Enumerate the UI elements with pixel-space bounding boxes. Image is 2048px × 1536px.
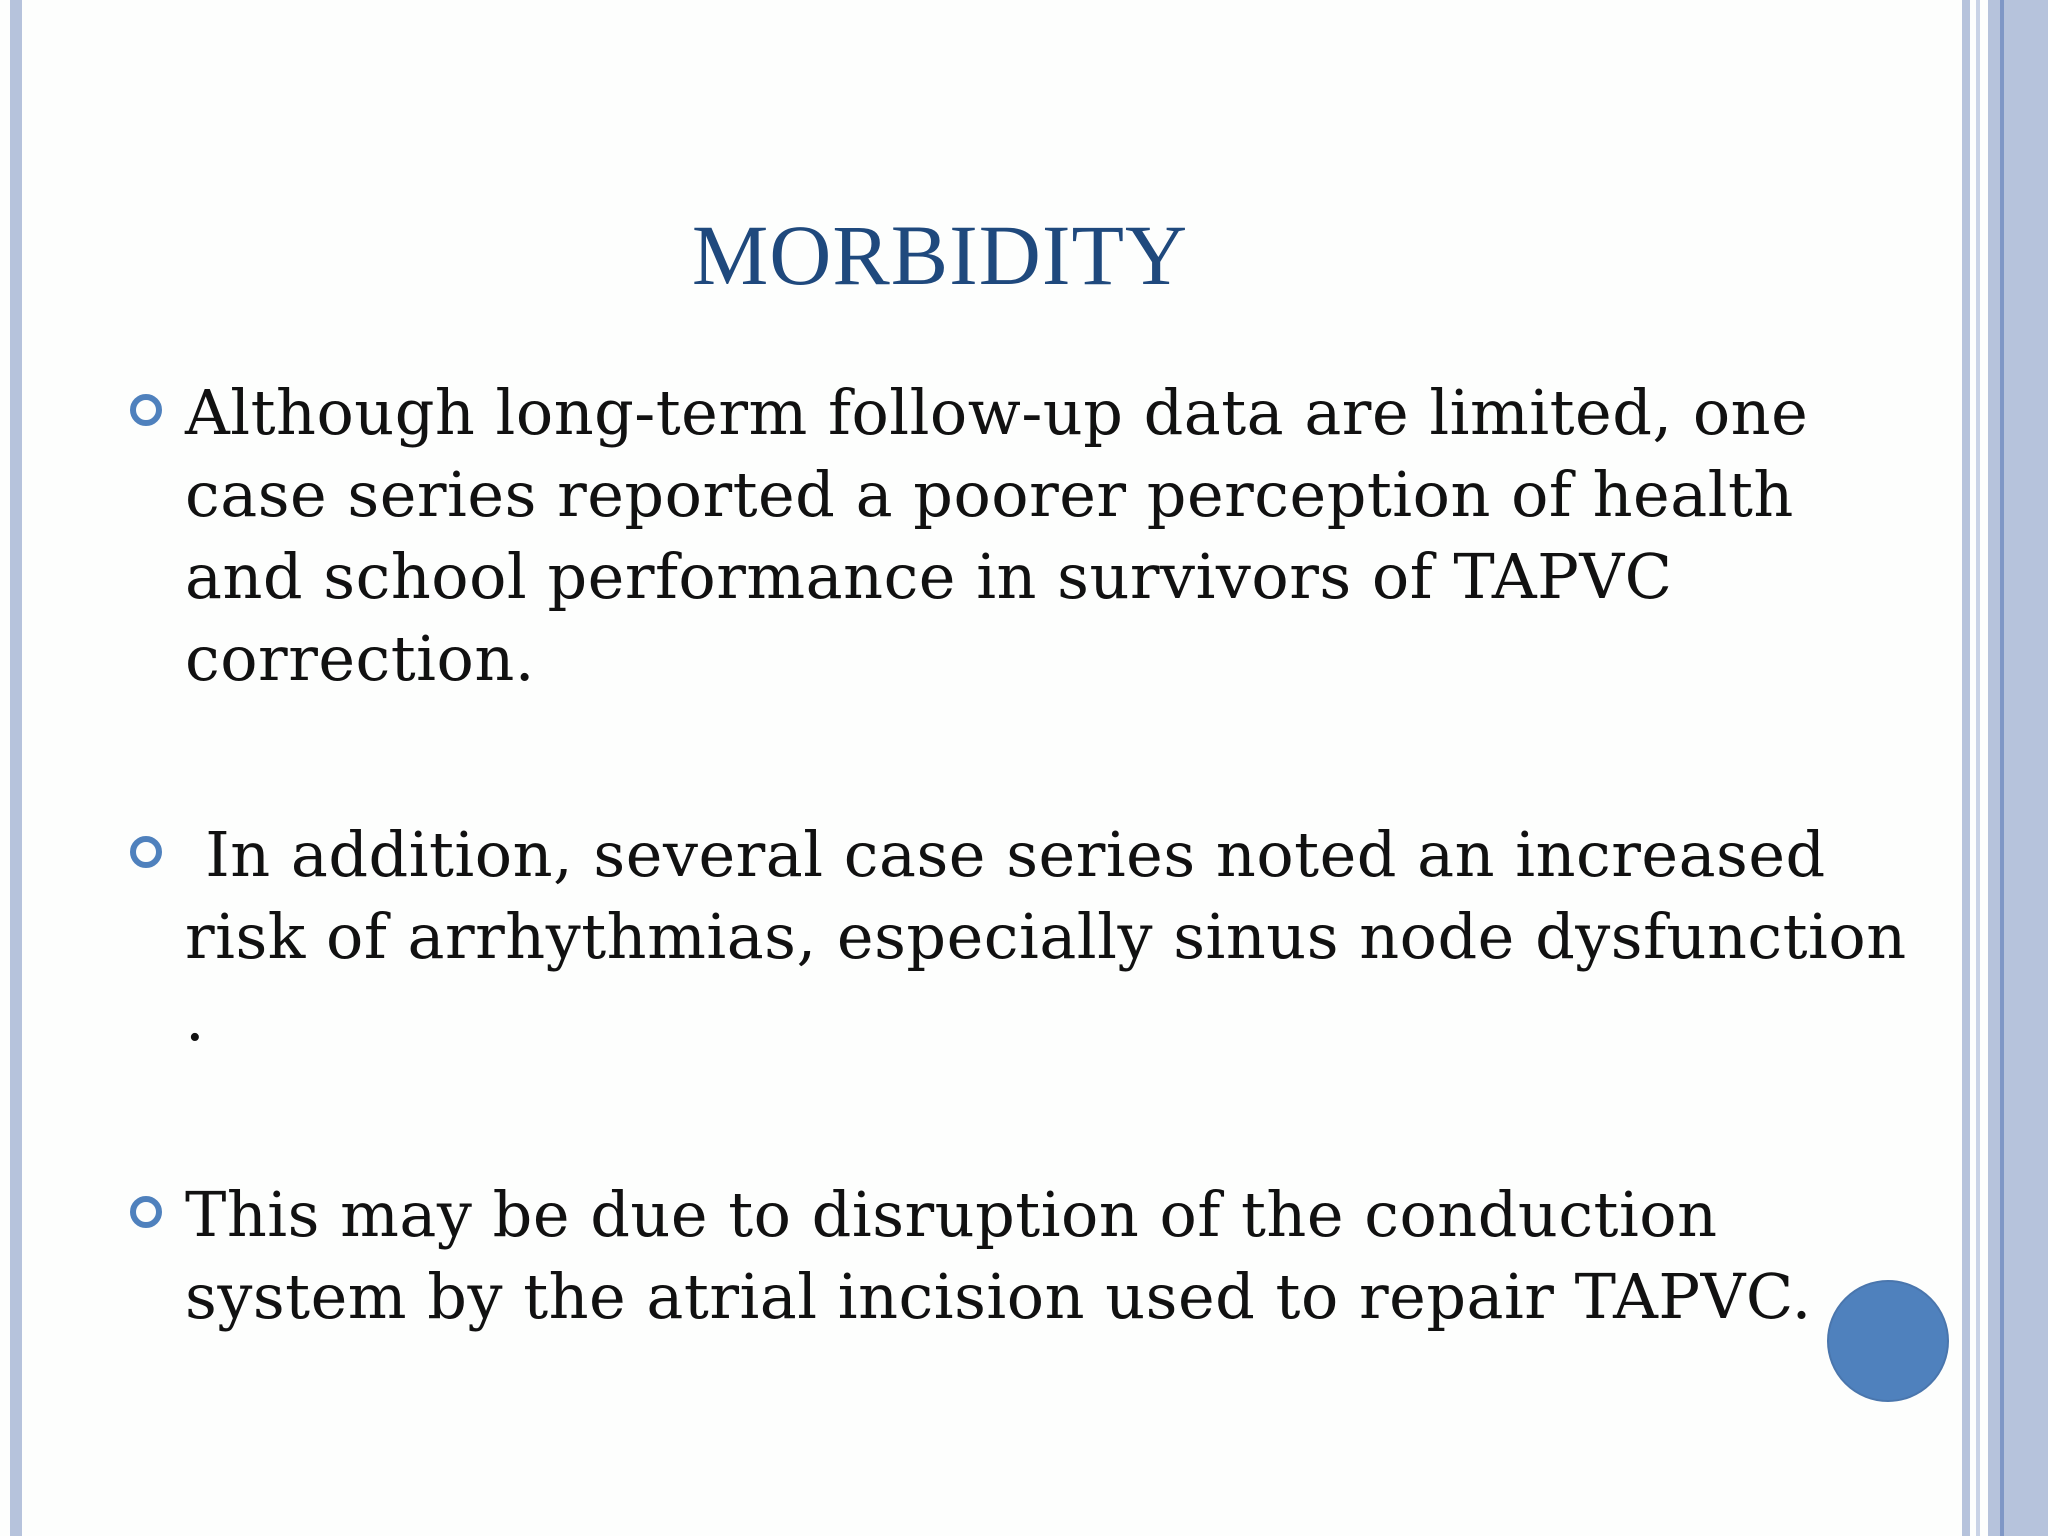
right-border-decoration	[1962, 0, 1970, 1536]
bullet-item	[130, 372, 1910, 700]
bullet-text: In addition, several case series noted an increased risk of arrhythmias, especially sinus node dysfunction .	[185, 818, 1927, 1055]
bullet-text: This may be due to disruption of the conduction system by the atrial incision used to repair TAPVC.	[185, 1178, 1812, 1333]
right-border-decoration	[1988, 0, 2000, 1536]
right-border-decoration	[2004, 0, 2048, 1536]
ring-bullet-icon	[130, 1196, 162, 1228]
ring-bullet-icon	[130, 394, 162, 426]
bullet-text: Although long-term follow-up data are limited, one case series reported a poorer perception of health and school performance in survivors of TAPVC correction.	[185, 376, 1809, 695]
bullet-item	[130, 1174, 1910, 1338]
bullet-list	[130, 372, 1927, 1338]
circle-decoration-icon	[1827, 1280, 1949, 1402]
ring-bullet-icon	[130, 836, 162, 868]
right-border-decoration	[1980, 0, 1988, 1536]
bullet-item	[130, 814, 1927, 1060]
slide-title: MORBIDITY	[691, 207, 1189, 303]
